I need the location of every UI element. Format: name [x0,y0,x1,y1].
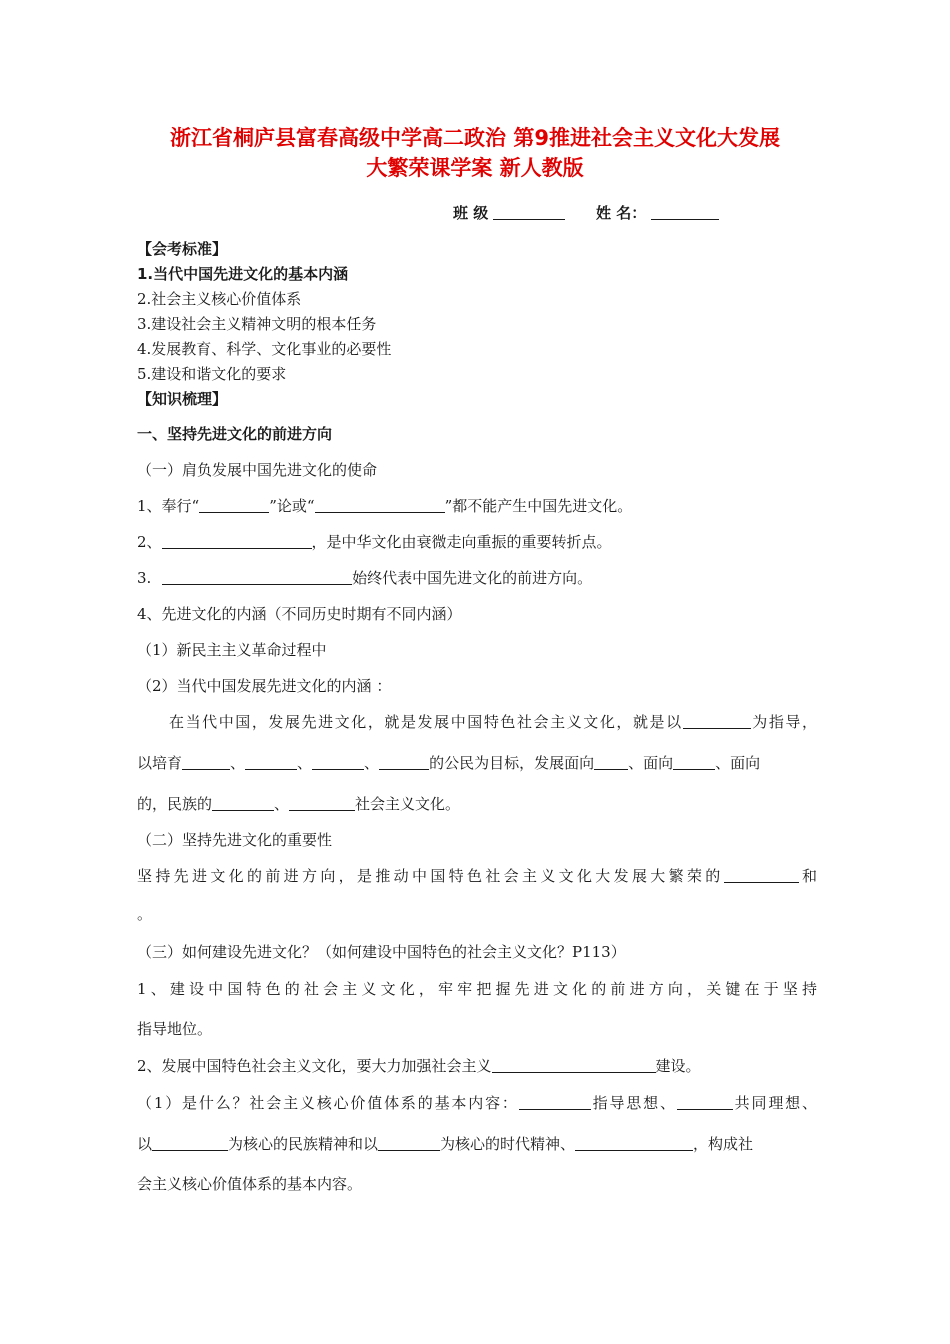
p1-text-f: 、面向 [628,754,674,772]
page-title-line1: 浙江省桐庐县富春高级中学高二政治 第9推进社会主义文化大发展 [170,126,780,150]
p1-sep-2: 、 [297,754,313,772]
p1-blank-4[interactable] [379,755,429,770]
p1-blank-2[interactable] [245,755,297,770]
class-label: 班 级 [453,204,489,222]
knowledge-heading: 【知识梳理】 [137,390,228,408]
paragraph-5-line-2 [137,1134,753,1154]
paragraph-2-line-1 [137,866,817,886]
name-blank[interactable] [651,205,719,220]
standard-item-3: 3.建设社会主义精神文明的根本任务 [137,315,377,333]
p1-blank-3[interactable] [312,755,364,770]
name-field [596,203,719,223]
question-4-item-1: （1）新民主主义革命过程中 [137,641,327,659]
paragraph-3-line-1: 1、建设中国特色的社会主义文化，牢牢把握先进文化的前进方向，关键在于坚持 [137,980,817,998]
p1-text-g: 、面向 [715,754,761,772]
p1-text-b: 为指导， [750,713,817,731]
p1-text-h: 的，民族的 [137,795,213,813]
p5-blank-1[interactable] [519,1095,591,1110]
p1-blank-8[interactable] [289,796,355,811]
p5-text-a: （1）是什么？社会主义核心价值体系的基本内容： [137,1094,519,1112]
q1-text-a: 1、奉行“ [137,497,200,515]
p5-blank-3[interactable] [152,1136,228,1151]
question-4: 4、先进文化的内涵（不同历史时期有不同内涵） [137,605,462,623]
paragraph-4 [137,1056,701,1076]
standards-heading: 【会考标准】 [137,240,228,258]
q1-blank-1[interactable] [199,498,269,513]
p4-blank[interactable] [492,1058,656,1073]
p2-text-a: 坚持先进文化的前进方向，是推动中国特色社会主义文化大发展大繁荣的 [137,867,724,885]
paragraph-5-line-1 [137,1093,817,1113]
p1-blank-5[interactable] [594,755,628,770]
class-field [453,203,565,223]
p5-blank-2[interactable] [677,1095,733,1110]
q3-text-b: 始终代表中国先进文化的前进方向。 [352,569,593,587]
paragraph-1-line-3 [137,794,460,814]
p5-blank-5[interactable] [575,1136,693,1151]
class-blank[interactable] [493,205,565,220]
q1-text-c: ”都不能产生中国先进文化。 [444,497,633,515]
subsection-heading-3: （三）如何建设先进文化？（如何建设中国特色的社会主义文化？P113） [137,943,626,961]
q2-blank[interactable] [162,534,312,549]
question-4-item-2: （2）当代中国发展先进文化的内涵 ： [137,677,392,695]
q2-text-a: 2、 [137,533,162,551]
p1-blank-7[interactable] [212,796,274,811]
p2-text-b: 和 [798,867,817,885]
question-2 [137,532,612,552]
p1-blank-1[interactable] [182,755,230,770]
standard-item-1: 1.当代中国先进文化的基本内涵 [137,265,349,283]
section-heading-1: 一、坚持先进文化的前进方向 [137,425,333,443]
p1-text-a: 在当代中国，发展先进文化，就是发展中国特色社会主义文化，就是以 [169,713,683,731]
p1-text-c: 以培育 [137,754,183,772]
standard-item-4: 4.发展教育、科学、文化事业的必要性 [137,340,392,358]
p2-blank[interactable] [724,868,799,883]
q3-blank[interactable] [162,570,352,585]
subsection-heading-1: （一）肩负发展中国先进文化的使命 [137,461,378,479]
q1-blank-2[interactable] [315,498,445,513]
p5-text-f: 为核心的时代精神、 [440,1135,576,1153]
question-1 [137,496,632,516]
p5-blank-4[interactable] [378,1136,440,1151]
p4-text-a: 2、发展中国特色社会主义文化，要大力加强社会主义 [137,1057,492,1075]
paragraph-5-line-3: 会主义核心价值体系的基本内容。 [137,1175,363,1193]
page-title-line2: 大繁荣课学案 新人教版 [366,156,584,180]
p5-text-d: 以 [137,1135,153,1153]
p5-text-c: 共同理想、 [732,1094,817,1112]
p1-text-i: 社会主义文化。 [355,795,461,813]
paragraph-3-line-2: 指导地位。 [137,1020,213,1038]
q1-text-b: ”论或“ [269,497,315,515]
q3-text-a: 3. [137,569,152,587]
p1-sep-3: 、 [364,754,380,772]
p1-text-e: 的公民为目标，发展面向 [429,754,595,772]
subsection-heading-2: （二）坚持先进文化的重要性 [137,831,333,849]
p1-blank-guide[interactable] [683,714,751,729]
p4-text-b: 建设。 [655,1057,701,1075]
p5-text-e: 为核心的民族精神和以 [228,1135,379,1153]
p1-sep-4: 、 [274,795,290,813]
name-label: 姓 名： [596,204,647,222]
q2-text-b: ，是中华文化由衰微走向重振的重要转折点。 [311,533,612,551]
paragraph-2-line-2: 。 [137,905,153,923]
p1-sep-1: 、 [230,754,246,772]
p5-text-g: ，构成社 [693,1135,754,1153]
paragraph-1-line-2 [137,753,760,773]
standard-item-5: 5.建设和谐文化的要求 [137,365,287,383]
paragraph-1-line-1 [137,712,817,732]
standard-item-2: 2.社会主义核心价值体系 [137,290,302,308]
p1-blank-6[interactable] [673,755,715,770]
p5-text-b: 指导思想、 [590,1094,677,1112]
question-3 [137,568,592,588]
